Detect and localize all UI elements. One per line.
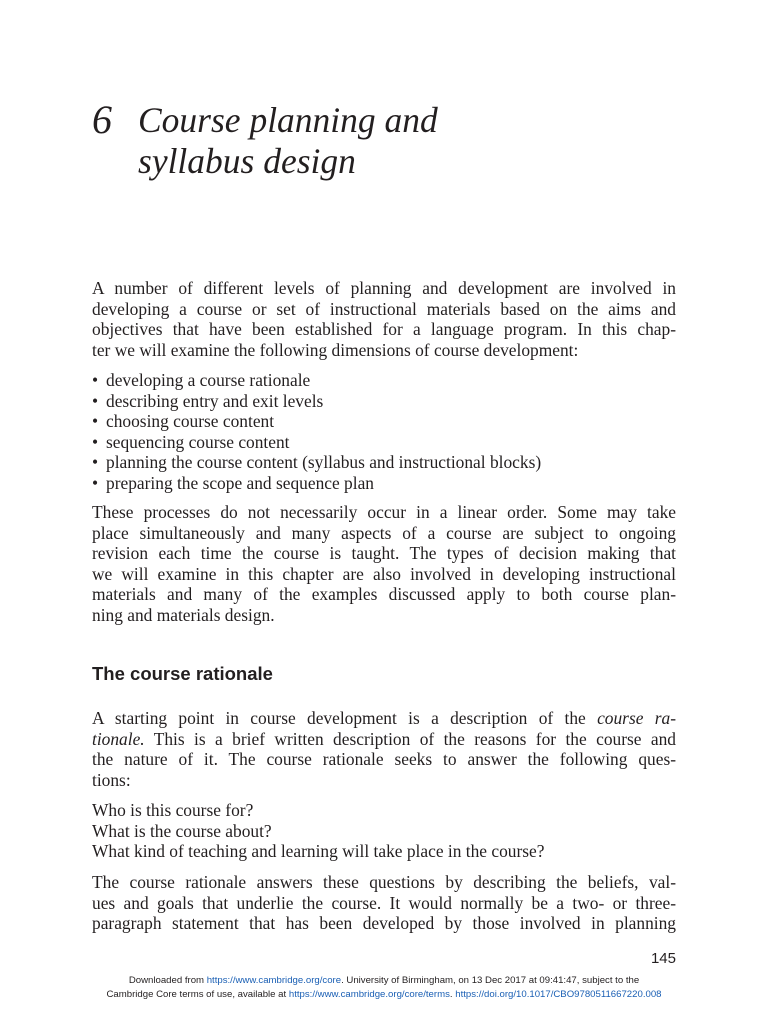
answers-line-2: ues and goals that underlie the course. It would normally be a two- or three- (92, 892, 676, 913)
doi-link[interactable]: https://doi.org/10.1017/CBO9780511667220.008 (455, 989, 662, 1000)
chapter-title (138, 100, 558, 182)
rationale-line-3: the nature of it. The course rationale seeks to answer the following ques- (92, 749, 676, 770)
core-link[interactable]: https://www.cambridge.org/core (206, 975, 342, 986)
question-item: Who is this course for? (92, 800, 254, 820)
list-item: • preparing the scope and sequence plan (92, 472, 374, 493)
footer-line-1: Downloaded from https://www.cambridge.org/core. University of Birmingham, on 13 Dec 2017 at 09:41:47, subject to the (128, 975, 640, 986)
processes-line-4: we will examine in this chapter are also involved in developing instructional (92, 563, 676, 584)
dimensions-list (92, 370, 541, 493)
intro-line-1: A number of different levels of planning and development are involved in (92, 278, 676, 298)
answers-paragraph (92, 872, 676, 934)
processes-line-3: revision each time the course is taught. The types of decision making that (92, 543, 676, 564)
answers-line-1: The course rationale answers these questions by describing the beliefs, val- (92, 872, 676, 892)
rationale-line-2: tionale. This is a brief written description of the reasons for the course and (92, 728, 676, 749)
intro-line-4: ter we will examine the following dimensions of course development: (92, 339, 579, 360)
processes-line-5: materials and many of the examples discussed apply to both course plan- (92, 584, 676, 605)
chapter-title-line-2: syllabus design (138, 141, 356, 181)
footer-line-2: Cambridge Core terms of use, available at https://www.cambridge.org/core/terms. https://doi.org/10.1017/CBO9780511667220.008 (106, 989, 662, 1000)
processes-line-2: place simultaneously and many aspects of a course are subject to ongoing (92, 522, 676, 543)
emphasis-term: tionale. (92, 728, 145, 749)
list-item: • choosing course content (92, 411, 275, 431)
page-number: 145 (650, 950, 676, 967)
processes-paragraph (92, 502, 676, 626)
download-footer (0, 974, 768, 1002)
processes-line-1: These processes do not necessarily occur in a linear order. Some may take (92, 502, 676, 522)
questions-list (92, 800, 544, 862)
intro-line-3: objectives that have been established for a language program. In this chap- (92, 319, 676, 340)
terms-link[interactable]: https://www.cambridge.org/core/terms (288, 989, 450, 1000)
list-item: • describing entry and exit levels (92, 390, 324, 411)
processes-line-6: ning and materials design. (92, 604, 275, 625)
list-item: • developing a course rationale (92, 370, 311, 390)
answers-line-3: paragraph statement that has been developed by those involved in planning (92, 913, 676, 934)
intro-paragraph (92, 278, 676, 360)
chapter-title-line-1: Course planning and (138, 100, 438, 140)
rationale-line-4: tions: (92, 769, 131, 790)
chapter-number: 6 (92, 97, 112, 142)
question-item: What is the course about? (92, 820, 272, 841)
section-heading: The course rationale (92, 663, 273, 684)
question-item: What kind of teaching and learning will take place in the course? (92, 841, 545, 862)
rationale-line-1: A starting point in course development is a description of the course ra- (92, 708, 676, 728)
emphasis-term: course ra- (597, 708, 676, 728)
list-item: • planning the course content (syllabus and instructional blocks) (92, 452, 542, 472)
rationale-paragraph (92, 708, 676, 790)
intro-line-2: developing a course or set of instructional materials based on the aims and (92, 298, 676, 319)
list-item: • sequencing course content (92, 431, 290, 452)
